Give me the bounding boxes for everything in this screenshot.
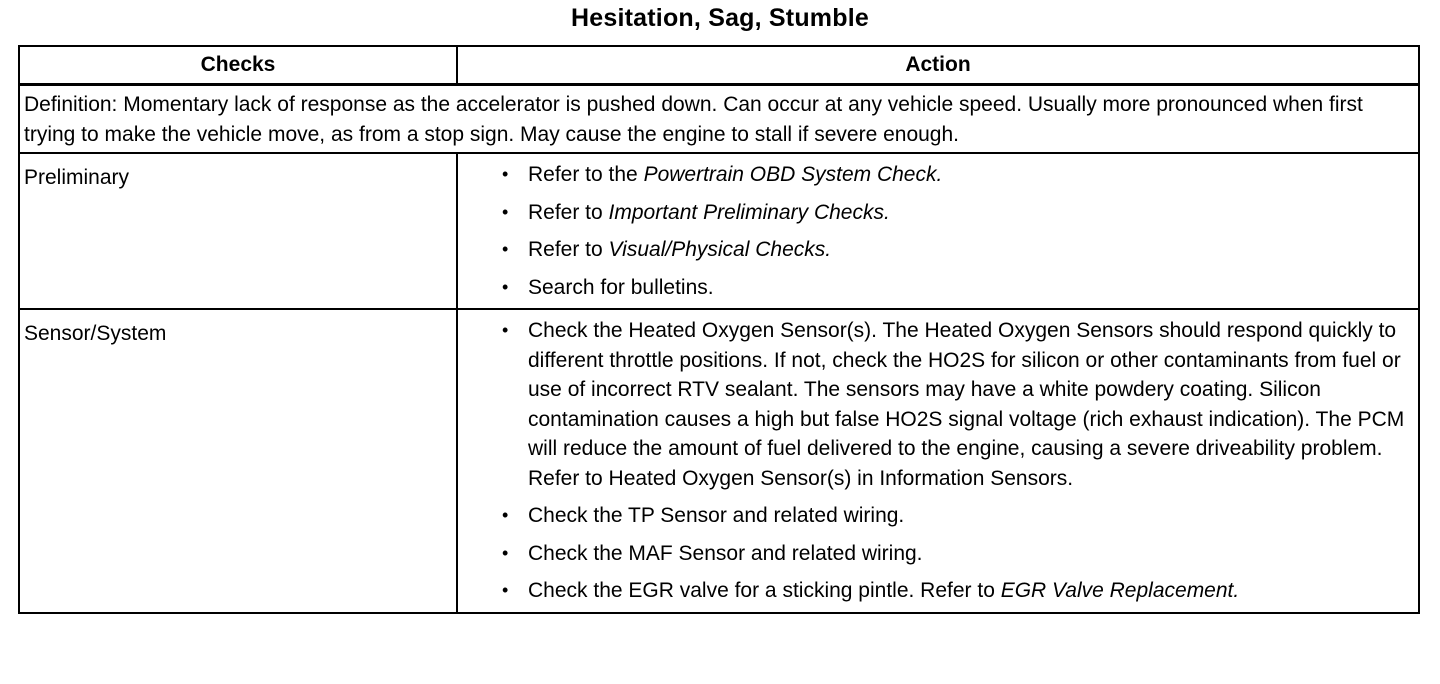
action-reference: Important Preliminary Checks. xyxy=(608,200,890,224)
list-item xyxy=(502,539,1408,569)
table-header-row xyxy=(19,46,1419,85)
action-cell xyxy=(457,309,1419,613)
action-text: Refer to xyxy=(528,238,609,261)
action-reference: Visual/Physical Checks. xyxy=(608,238,832,261)
table-row xyxy=(19,153,1419,309)
list-item xyxy=(502,235,1408,265)
action-text: Check the EGR valve for a sticking pintle. Refer to xyxy=(528,579,1001,602)
column-header-action: Action xyxy=(457,46,1419,85)
action-reference: Powertrain OBD System Check. xyxy=(643,163,943,186)
checks-label-sensor-system: Sensor/System xyxy=(24,322,167,345)
list-item xyxy=(502,160,1408,190)
action-text: Check the Heated Oxygen Sensor(s). The Heated Oxygen Sensors should respond quickly to different throttle positions. If not, check the HO2S for silicon or other contaminants from fuel or use of incorrect RTV sealant. The sensors may have a white powdery coating. Silicon contamination causes a high but false HO2S signal voltage (rich exhaust indication). The PCM will reduce the amount of fuel delivered to the engine, causing a severe driveability problem. Refer to Heated Oxygen Sensor(s) in Information Sensors. xyxy=(528,319,1405,490)
action-text: Refer to xyxy=(528,200,609,224)
action-text: Check the MAF Sensor and related wiring. xyxy=(528,541,923,565)
action-text: Search for bulletins. xyxy=(528,275,714,299)
action-text: Refer to the xyxy=(528,163,644,186)
action-reference: EGR Valve Replacement. xyxy=(1000,579,1240,602)
list-item xyxy=(502,576,1408,606)
list-item xyxy=(502,501,1408,531)
checks-cell xyxy=(19,309,457,613)
definition-row xyxy=(19,85,1419,154)
checks-cell xyxy=(19,153,457,309)
list-item xyxy=(502,316,1408,493)
list-item xyxy=(502,198,1408,228)
diagnostic-table xyxy=(18,45,1420,614)
action-list xyxy=(458,310,1418,612)
action-text: Check the TP Sensor and related wiring. xyxy=(528,504,905,527)
action-cell xyxy=(457,153,1419,309)
checks-label-preliminary: Preliminary xyxy=(24,166,130,189)
page-title: Hesitation, Sag, Stumble xyxy=(571,4,869,32)
definition-cell xyxy=(19,85,1419,154)
list-item xyxy=(502,273,1408,303)
column-header-checks: Checks xyxy=(19,46,457,85)
table-row xyxy=(19,309,1419,613)
definition-text: Definition: Momentary lack of response as the accelerator is pushed down. Can occur at any vehicle speed. Usually more pronounced when first trying to make the vehicle move, as from a stop sign. May cause the engine to stall if severe enough. xyxy=(24,93,1363,146)
action-list xyxy=(458,154,1418,308)
